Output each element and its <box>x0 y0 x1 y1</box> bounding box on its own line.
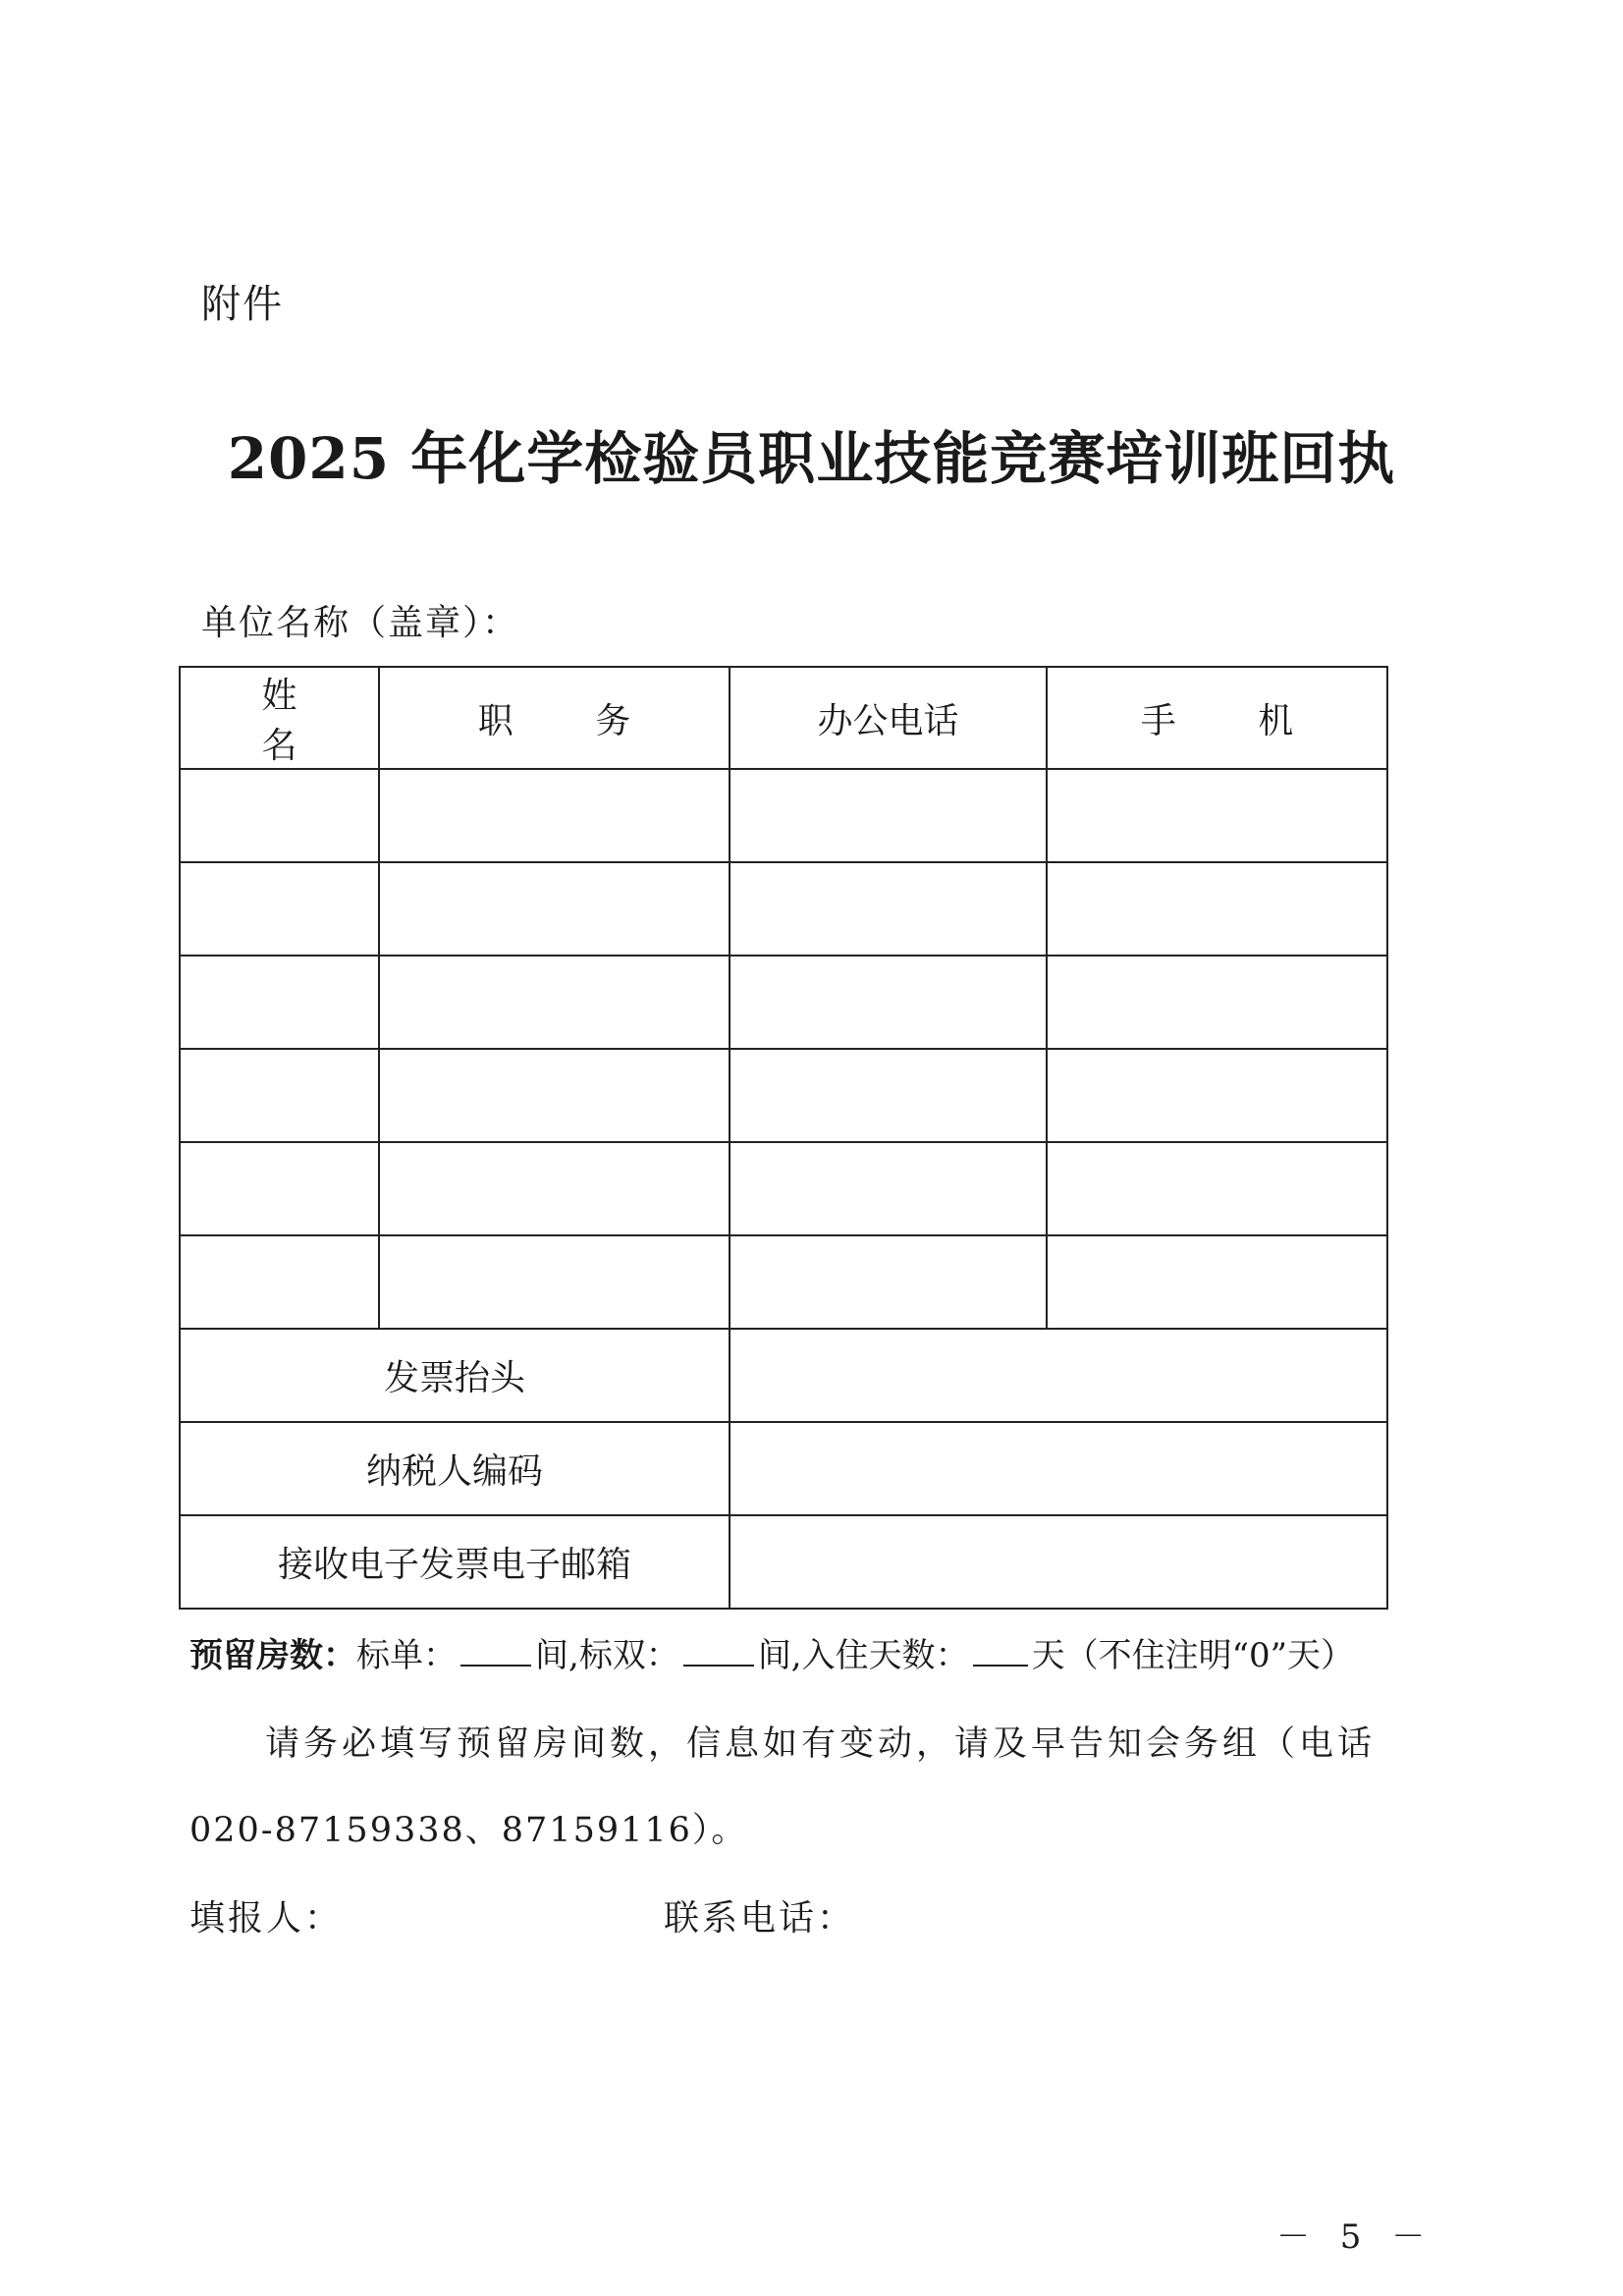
double-room-blank[interactable] <box>683 1635 754 1667</box>
invoice-email-cell[interactable] <box>730 1515 1387 1609</box>
taxpayer-id-row <box>180 1422 1387 1515</box>
office-phone-cell[interactable] <box>730 956 1047 1049</box>
single-room-label: 标单： <box>356 1636 457 1675</box>
attachment-label: 附件 <box>201 282 284 327</box>
mobile-cell[interactable] <box>1047 862 1387 956</box>
mobile-cell[interactable] <box>1047 769 1387 862</box>
room-reservation-label: 预留房数 <box>189 1636 323 1675</box>
position-cell[interactable] <box>379 862 730 956</box>
registration-table <box>179 666 1388 1610</box>
header-office-phone: 办公电话 <box>730 667 1047 769</box>
header-name: 姓 名 <box>180 667 379 769</box>
name-cell[interactable] <box>180 862 379 956</box>
table-row <box>180 769 1387 862</box>
table-row <box>180 956 1387 1049</box>
mobile-cell[interactable] <box>1047 1049 1387 1142</box>
name-cell[interactable] <box>180 1142 379 1235</box>
office-phone-cell[interactable] <box>730 862 1047 956</box>
position-cell[interactable] <box>379 1142 730 1235</box>
invoice-title-label: 发票抬头 <box>180 1329 730 1422</box>
header-position: 职 务 <box>379 667 730 769</box>
mobile-cell[interactable] <box>1047 956 1387 1049</box>
double-room-unit: 间, <box>757 1636 802 1675</box>
taxpayer-id-cell[interactable] <box>730 1422 1387 1515</box>
table-row <box>180 862 1387 956</box>
table-row <box>180 1235 1387 1329</box>
double-room-label: 标双： <box>578 1636 679 1675</box>
contact-phone-label: 联系电话： <box>664 1898 856 1939</box>
name-cell[interactable] <box>180 1235 379 1329</box>
invoice-email-label: 接收电子发票电子邮箱 <box>180 1515 730 1609</box>
invoice-title-row <box>180 1329 1387 1422</box>
office-phone-cell[interactable] <box>730 1049 1047 1142</box>
filler-label: 填报人： <box>189 1898 344 1939</box>
page-number: － 5 － <box>1276 2217 1435 2257</box>
page-title: 2025 年化学检验员职业技能竞赛培训班回执 <box>227 425 1396 492</box>
stay-days-blank[interactable] <box>973 1635 1028 1667</box>
header-mobile: 手 机 <box>1047 667 1387 769</box>
name-cell[interactable] <box>180 769 379 862</box>
office-phone-cell[interactable] <box>730 1235 1047 1329</box>
single-room-blank[interactable] <box>460 1635 531 1667</box>
invoice-email-row <box>180 1515 1387 1609</box>
office-phone-cell[interactable] <box>730 1142 1047 1235</box>
mobile-cell[interactable] <box>1047 1235 1387 1329</box>
position-cell[interactable] <box>379 1049 730 1142</box>
position-cell[interactable] <box>379 769 730 862</box>
table-header-row <box>180 667 1387 769</box>
invoice-title-cell[interactable] <box>730 1329 1387 1422</box>
table-row <box>180 1049 1387 1142</box>
room-reservation-colon: ： <box>323 1636 356 1675</box>
name-cell[interactable] <box>180 1049 379 1142</box>
stay-days-label: 入住天数： <box>801 1636 969 1675</box>
unit-name-label: 单位名称（盖章）： <box>201 603 520 643</box>
single-room-unit: 间, <box>535 1636 579 1675</box>
room-reservation-line <box>189 1628 1354 1676</box>
table-row <box>180 1142 1387 1235</box>
stay-days-unit: 天（不住注明“0”天） <box>1031 1636 1355 1675</box>
position-cell[interactable] <box>379 956 730 1049</box>
position-cell[interactable] <box>379 1235 730 1329</box>
office-phone-cell[interactable] <box>730 769 1047 862</box>
notice-line-2: 020-87159338、87159116）。 <box>189 1811 748 1850</box>
taxpayer-id-label: 纳税人编码 <box>180 1422 730 1515</box>
notice-line-1: 请务必填写预留房间数，信息如有变动，请及早告知会务组（电话 <box>265 1724 1377 1764</box>
name-cell[interactable] <box>180 956 379 1049</box>
mobile-cell[interactable] <box>1047 1142 1387 1235</box>
